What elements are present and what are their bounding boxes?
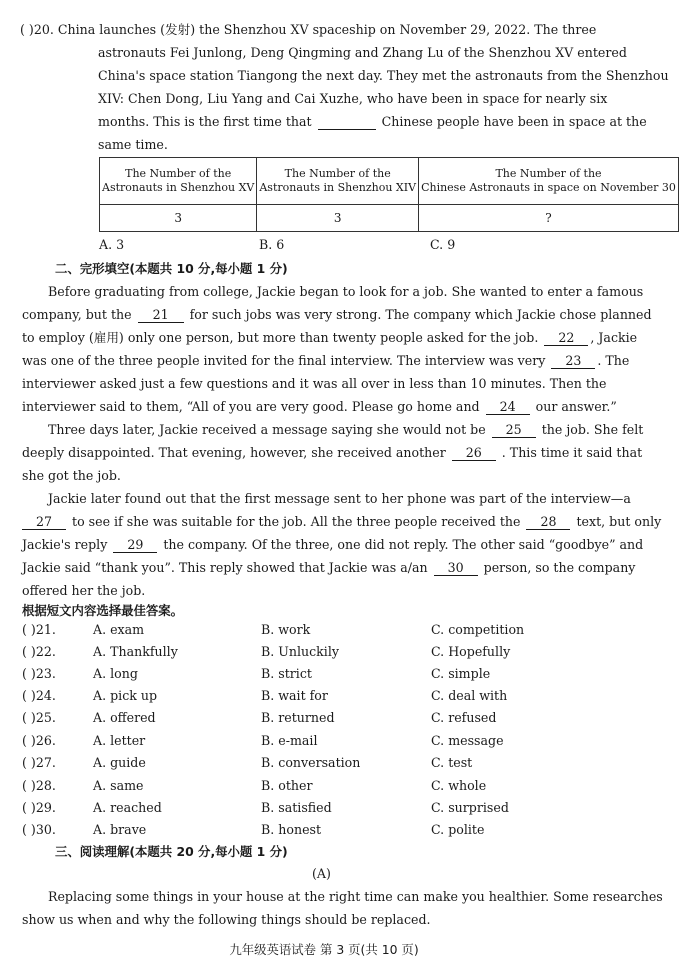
answer-paren[interactable]: ( ) bbox=[22, 822, 36, 837]
passage-text: deeply disappointed. That evening, however, she received another bbox=[22, 445, 446, 460]
q20-line-2: astronauts Fei Junlong, Deng Qingming and Zhang Lu of the Shenzhou XV entered bbox=[98, 45, 627, 60]
option-b[interactable]: B. e-mail bbox=[261, 733, 318, 748]
option-b[interactable]: B. Unluckily bbox=[261, 644, 339, 659]
passage-text: person, so the company bbox=[483, 560, 636, 575]
section3-title: 三、阅读理解(本题共 20 分,每小题 1 分) bbox=[55, 844, 288, 859]
passage-text: the company. Of the three, one did not reply. The other said “goodbye” and bbox=[163, 537, 644, 552]
option-c[interactable]: C. polite bbox=[431, 822, 485, 837]
option-b[interactable]: B. returned bbox=[261, 710, 335, 725]
blank-28[interactable]: 28 bbox=[526, 515, 570, 530]
answer-paren[interactable]: ( ) bbox=[22, 644, 36, 659]
blank-30[interactable]: 30 bbox=[434, 561, 478, 576]
blank-29[interactable]: 29 bbox=[113, 538, 157, 553]
question-number: 24. bbox=[35, 688, 56, 703]
answer-paren[interactable]: ( ) bbox=[22, 800, 36, 815]
table-header-cell bbox=[419, 158, 679, 205]
option-a[interactable]: A. exam bbox=[93, 622, 145, 637]
passage-line bbox=[22, 307, 652, 323]
reading-intro-line: Replacing some things in your house at the right time can make you healthier. Some researches bbox=[48, 889, 663, 904]
q20-blank[interactable] bbox=[318, 115, 376, 130]
question-row bbox=[22, 644, 511, 660]
blank-21[interactable]: 21 bbox=[138, 308, 184, 323]
passage-line: offered her the job. bbox=[22, 583, 146, 598]
answer-paren[interactable]: ( ) bbox=[22, 778, 36, 793]
option-b[interactable]: B. other bbox=[261, 778, 313, 793]
question-number: 28. bbox=[35, 778, 56, 793]
answer-paren[interactable]: ( ) bbox=[22, 666, 36, 681]
option-c[interactable]: C. whole bbox=[431, 778, 487, 793]
table-value-cell: 3 bbox=[257, 205, 419, 232]
header-line: Astronauts in Shenzhou XIV bbox=[259, 181, 417, 194]
q20-line-5 bbox=[98, 114, 647, 130]
instruction: 根据短文内容选择最佳答案。 bbox=[22, 603, 184, 618]
answer-paren[interactable]: ( ) bbox=[22, 733, 36, 748]
q20-line-1 bbox=[20, 22, 596, 38]
answer-paren[interactable]: ( ) bbox=[22, 755, 36, 770]
option-a[interactable]: A. same bbox=[93, 778, 144, 793]
question-number: 21. bbox=[35, 622, 56, 637]
passage-text: . The bbox=[597, 353, 630, 368]
q20-line-4: XIV: Chen Dong, Liu Yang and Cai Xuzhe, who have been in space for nearly six bbox=[98, 91, 608, 106]
question-number: 25. bbox=[35, 710, 56, 725]
passage-line bbox=[22, 445, 642, 461]
option-a[interactable]: A. offered bbox=[93, 710, 156, 725]
passage-line: Before graduating from college, Jackie began to look for a job. She wanted to enter a famous bbox=[48, 284, 644, 299]
option-a[interactable]: A. letter bbox=[93, 733, 146, 748]
passage-line bbox=[22, 399, 617, 415]
option-a[interactable]: A. brave bbox=[93, 822, 147, 837]
q20-table bbox=[99, 157, 679, 232]
question-number: 30. bbox=[35, 822, 56, 837]
q20-number: 20. bbox=[33, 22, 54, 37]
question-number: 27. bbox=[35, 755, 56, 770]
header-line: Astronauts in Shenzhou XV bbox=[102, 181, 255, 194]
option-c[interactable]: C. surprised bbox=[431, 800, 509, 815]
header-line: The Number of the bbox=[495, 167, 602, 180]
q20-answer-paren[interactable]: ( ) bbox=[20, 22, 34, 37]
option-c[interactable]: C. Hopefully bbox=[431, 644, 511, 659]
option-b[interactable]: B. honest bbox=[261, 822, 322, 837]
passage-text: . This time it said that bbox=[501, 445, 643, 460]
option-c[interactable]: C. simple bbox=[431, 666, 491, 681]
question-row bbox=[22, 622, 525, 638]
option-a[interactable]: A. guide bbox=[93, 755, 146, 770]
passage-part-label: (A) bbox=[312, 866, 331, 881]
q20-line5-after: Chinese people have been in space at the bbox=[381, 114, 647, 129]
q20-line5-before: months. This is the first time that bbox=[98, 114, 312, 129]
question-row bbox=[22, 755, 473, 771]
page-footer: 九年级英语试卷 第 3 页(共 10 页) bbox=[229, 942, 419, 957]
option-a[interactable]: A. reached bbox=[93, 800, 162, 815]
option-c[interactable]: C. deal with bbox=[431, 688, 508, 703]
passage-text: Jackie said “thank you”. This reply showed that Jackie was a/an bbox=[22, 560, 428, 575]
header-line: The Number of the bbox=[284, 167, 391, 180]
question-number: 29. bbox=[35, 800, 56, 815]
option-b[interactable]: B. satisfied bbox=[261, 800, 332, 815]
option-b[interactable]: B. wait for bbox=[261, 688, 328, 703]
option-c[interactable]: C. test bbox=[431, 755, 473, 770]
question-row bbox=[22, 733, 504, 749]
table-value-cell: ? bbox=[419, 205, 679, 232]
q20-line-6: same time. bbox=[98, 137, 168, 152]
question-number: 22. bbox=[35, 644, 56, 659]
passage-line bbox=[22, 514, 661, 530]
header-line: Chinese Astronauts in space on November 30 bbox=[421, 181, 676, 194]
passage-text: the job. She felt bbox=[541, 422, 644, 437]
question-row bbox=[22, 778, 487, 794]
blank-24[interactable]: 24 bbox=[486, 400, 530, 415]
option-a[interactable]: A. pick up bbox=[93, 688, 158, 703]
section2-title: 二、完形填空(本题共 10 分,每小题 1 分) bbox=[55, 261, 288, 276]
passage-text: to see if she was suitable for the job. All the three people received the bbox=[72, 514, 521, 529]
header-line: The Number of the bbox=[125, 167, 232, 180]
passage-text: was one of the three people invited for the final interview. The interview was very bbox=[22, 353, 546, 368]
question-row bbox=[22, 800, 509, 816]
table-header-cell bbox=[100, 158, 257, 205]
option-c[interactable]: C. refused bbox=[431, 710, 497, 725]
question-row bbox=[22, 666, 491, 682]
q20-option-c[interactable]: C. 9 bbox=[430, 237, 456, 252]
blank-22[interactable]: 22 bbox=[544, 331, 588, 346]
option-b[interactable]: B. strict bbox=[261, 666, 312, 681]
reading-intro-line: show us when and why the following things should be replaced. bbox=[22, 912, 431, 927]
option-c[interactable]: C. message bbox=[431, 733, 504, 748]
passage-text: to employ (雇用) only one person, but more than twenty people asked for the job. bbox=[22, 330, 539, 345]
q20-text-line: China launches (发射) the Shenzhou XV spaceship on November 29, 2022. The three bbox=[57, 22, 597, 37]
passage-text: text, but only bbox=[576, 514, 662, 529]
question-row bbox=[22, 688, 508, 704]
answer-paren[interactable]: ( ) bbox=[22, 710, 36, 725]
blank-26[interactable]: 26 bbox=[452, 446, 496, 461]
passage-line bbox=[22, 330, 637, 346]
passage-text: company, but the bbox=[22, 307, 132, 322]
passage-text: for such jobs was very strong. The company which Jackie chose planned bbox=[189, 307, 652, 322]
passage-line: Jackie later found out that the first message sent to her phone was part of the interview—a bbox=[48, 491, 631, 506]
option-b[interactable]: B. work bbox=[261, 622, 311, 637]
passage-line: interviewer asked just a few questions and it was all over in less than 10 minutes. Then the bbox=[22, 376, 607, 391]
question-row bbox=[22, 822, 485, 838]
option-a[interactable]: A. Thankfully bbox=[93, 644, 178, 659]
question-number: 23. bbox=[35, 666, 56, 681]
option-c[interactable]: C. competition bbox=[431, 622, 525, 637]
passage-line: she got the job. bbox=[22, 468, 121, 483]
passage-line bbox=[22, 560, 635, 576]
option-a[interactable]: A. long bbox=[93, 666, 138, 681]
passage-text: Three days later, Jackie received a message saying she would not be bbox=[48, 422, 486, 437]
blank-27[interactable]: 27 bbox=[22, 515, 66, 530]
question-number: 26. bbox=[35, 733, 56, 748]
blank-23[interactable]: 23 bbox=[551, 354, 595, 369]
passage-text: Jackie's reply bbox=[22, 537, 108, 552]
passage-line bbox=[22, 537, 643, 553]
answer-paren[interactable]: ( ) bbox=[22, 622, 36, 637]
blank-25[interactable]: 25 bbox=[492, 423, 536, 438]
passage-text: our answer.” bbox=[535, 399, 617, 414]
answer-paren[interactable]: ( ) bbox=[22, 688, 36, 703]
q20-option-a[interactable]: A. 3 bbox=[99, 237, 125, 252]
q20-line-3: China's space station Tiangong the next day. They met the astronauts from the Shenzhou bbox=[98, 68, 669, 83]
passage-line bbox=[22, 353, 629, 369]
q20-option-b[interactable]: B. 6 bbox=[259, 237, 285, 252]
question-row bbox=[22, 710, 497, 726]
table-value-cell: 3 bbox=[100, 205, 257, 232]
passage-text: , Jackie bbox=[590, 330, 638, 345]
passage-text: interviewer said to them, “All of you are very good. Please go home and bbox=[22, 399, 480, 414]
option-b[interactable]: B. conversation bbox=[261, 755, 361, 770]
passage-line bbox=[48, 422, 643, 438]
table-header-cell bbox=[257, 158, 419, 205]
